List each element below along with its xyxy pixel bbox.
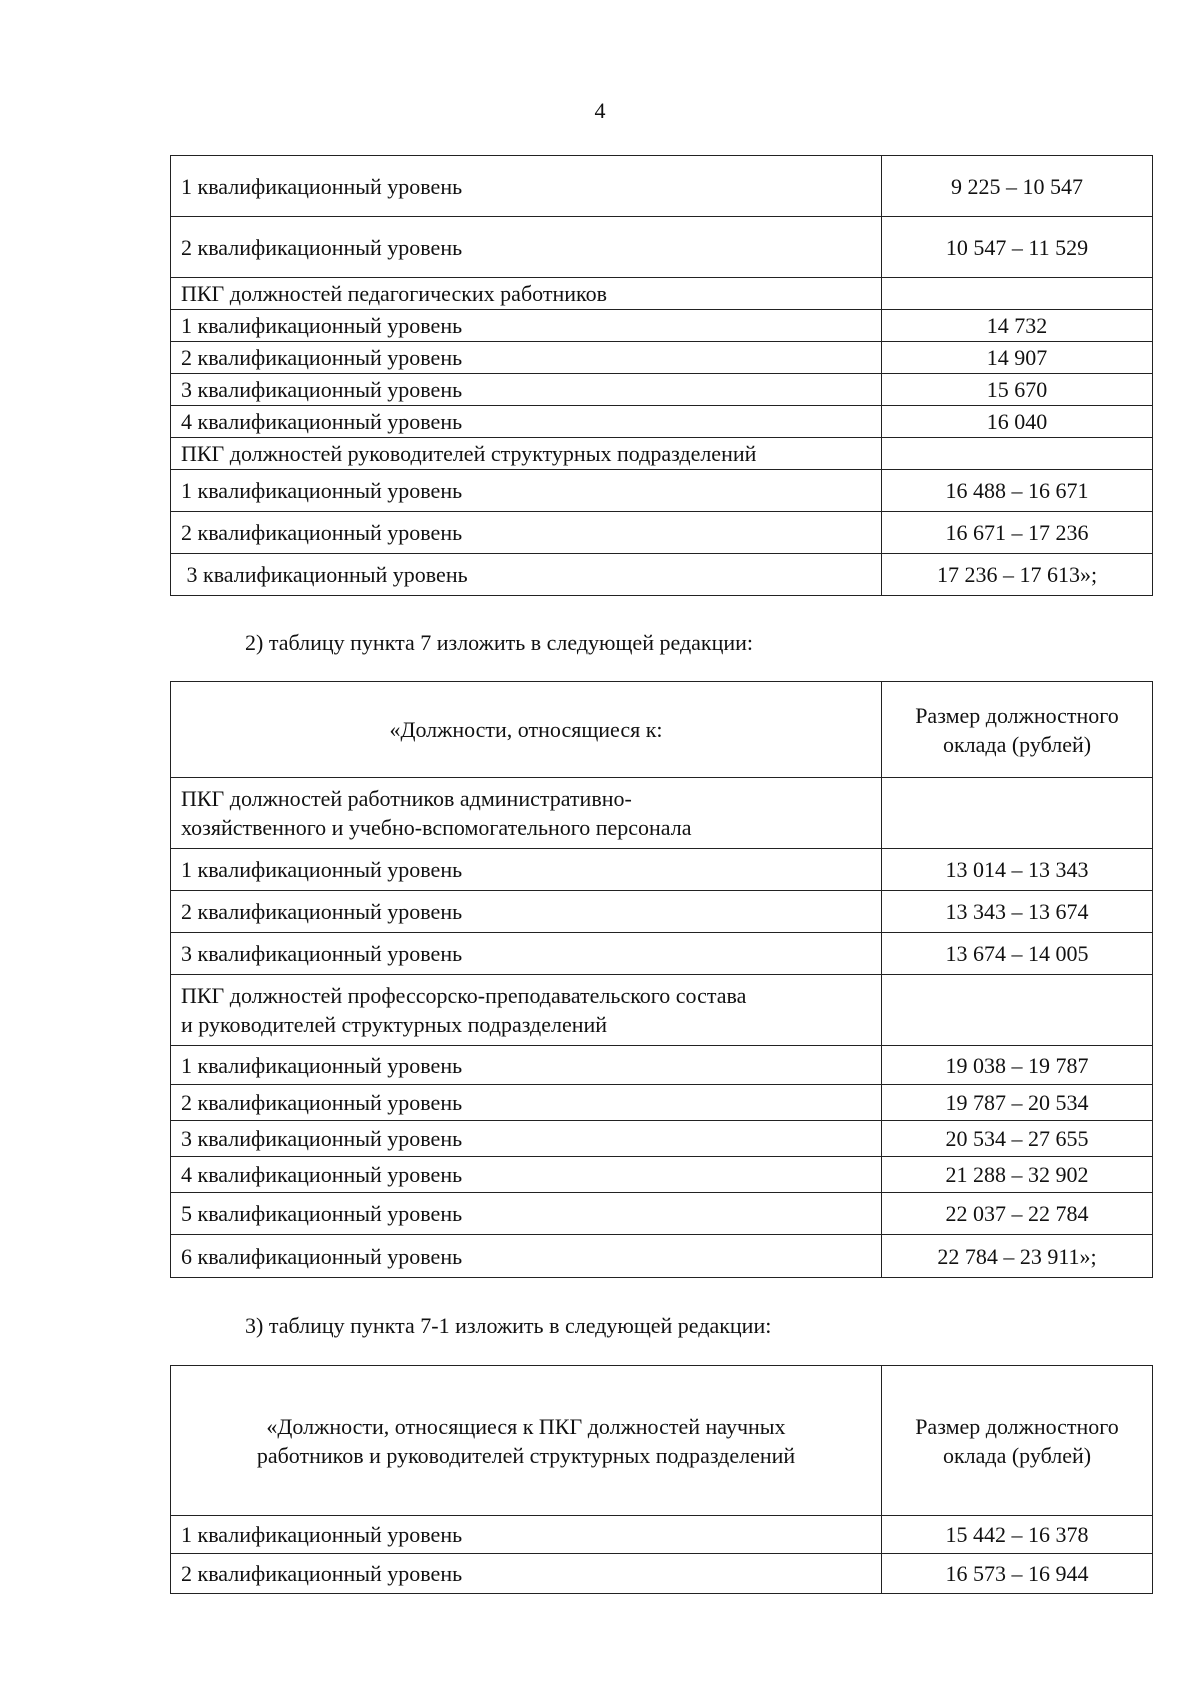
table-row [171, 1157, 1153, 1193]
position-cell: 5 квалификационный уровень [171, 1193, 882, 1235]
position-cell: 3 квалификационный уровень [171, 554, 882, 596]
column-header-salary [882, 1366, 1153, 1516]
salary-cell: 13 014 – 13 343 [882, 849, 1153, 891]
salary-cell: 15 442 – 16 378 [882, 1516, 1153, 1554]
salary-cell: 22 037 – 22 784 [882, 1193, 1153, 1235]
position-cell: 1 квалификационный уровень [171, 470, 882, 512]
position-cell: 1 квалификационный уровень [171, 1516, 882, 1554]
column-header-positions: «Должности, относящиеся к: [171, 682, 882, 778]
position-cell: 2 квалификационный уровень [171, 1085, 882, 1121]
salary-cell [882, 278, 1153, 310]
position-cell: 6 квалификационный уровень [171, 1235, 882, 1278]
position-cell: 3 квалификационный уровень [171, 374, 882, 406]
salary-cell: 17 236 – 17 613»; [882, 554, 1153, 596]
salary-cell: 10 547 – 11 529 [882, 217, 1153, 278]
header-line: работников и руководителей структурных подразделений [256, 1442, 796, 1468]
position-cell: 1 квалификационный уровень [171, 156, 882, 217]
table-row [171, 310, 1153, 342]
salary-table-1 [170, 155, 1153, 596]
salary-cell [882, 438, 1153, 470]
position-cell: 2 квалификационный уровень [171, 217, 882, 278]
table-row [171, 342, 1153, 374]
salary-cell: 19 038 – 19 787 [882, 1046, 1153, 1085]
table-row [171, 1085, 1153, 1121]
header-line: оклада (рублей) [942, 1442, 1092, 1468]
header-line: Размер должностного [915, 1413, 1119, 1439]
table-row [171, 1121, 1153, 1157]
table-row [171, 217, 1153, 278]
salary-cell: 16 488 – 16 671 [882, 470, 1153, 512]
table-row [171, 1046, 1153, 1085]
column-header-positions [171, 1366, 882, 1516]
table-header-row [171, 1366, 1153, 1516]
position-cell: 3 квалификационный уровень [171, 1121, 882, 1157]
salary-cell: 16 040 [882, 406, 1153, 438]
position-cell: 1 квалификационный уровень [171, 849, 882, 891]
salary-table-2 [170, 681, 1153, 1278]
position-cell: 4 квалификационный уровень [171, 1157, 882, 1193]
salary-cell: 21 288 – 32 902 [882, 1157, 1153, 1193]
page-number: 4 [594, 98, 606, 123]
table-row [171, 891, 1153, 933]
table-header-row [171, 682, 1153, 778]
salary-cell: 16 671 – 17 236 [882, 512, 1153, 554]
table-row [171, 778, 1153, 849]
salary-cell: 9 225 – 10 547 [882, 156, 1153, 217]
salary-cell: 22 784 – 23 911»; [882, 1235, 1153, 1278]
group-header-line: ПКГ должностей работников административно- [181, 786, 632, 811]
salary-cell: 19 787 – 20 534 [882, 1085, 1153, 1121]
salary-cell: 20 534 – 27 655 [882, 1121, 1153, 1157]
group-header-line: и руководителей структурных подразделений [181, 1012, 608, 1037]
position-cell: 2 квалификационный уровень [171, 1554, 882, 1594]
position-cell: 1 квалификационный уровень [171, 1046, 882, 1085]
table-row [171, 374, 1153, 406]
table-row [171, 512, 1153, 554]
position-cell: 2 квалификационный уровень [171, 891, 882, 933]
salary-cell: 15 670 [882, 374, 1153, 406]
column-header-salary [882, 682, 1153, 778]
salary-cell: 14 732 [882, 310, 1153, 342]
salary-cell [882, 975, 1153, 1046]
group-header-cell: ПКГ должностей руководителей структурных подразделений [171, 438, 882, 470]
table-row [171, 406, 1153, 438]
group-header-cell [171, 975, 882, 1046]
position-cell: 4 квалификационный уровень [171, 406, 882, 438]
table-row [171, 1516, 1153, 1554]
table-row [171, 554, 1153, 596]
table-row [171, 933, 1153, 975]
table-row [171, 470, 1153, 512]
paragraph-item-2: 2) таблицу пункта 7 изложить в следующей редакции: [245, 630, 754, 655]
header-line: Размер должностного [915, 702, 1119, 728]
position-cell: 2 квалификационный уровень [171, 342, 882, 374]
group-header-line: хозяйственного и учебно-вспомогательного персонала [181, 815, 692, 840]
salary-cell: 13 674 – 14 005 [882, 933, 1153, 975]
paragraph-item-3: 3) таблицу пункта 7-1 изложить в следующей редакции: [245, 1313, 772, 1338]
salary-cell: 16 573 – 16 944 [882, 1554, 1153, 1594]
table-row [171, 849, 1153, 891]
header-line: оклада (рублей) [942, 731, 1092, 757]
group-header-line: ПКГ должностей профессорско-преподавательского состава [181, 983, 747, 1008]
salary-table-3 [170, 1365, 1153, 1594]
position-cell: 3 квалификационный уровень [171, 933, 882, 975]
table-row [171, 1193, 1153, 1235]
salary-cell [882, 778, 1153, 849]
group-header-cell: ПКГ должностей педагогических работников [171, 278, 882, 310]
header-line: «Должности, относящиеся к ПКГ должностей научных [266, 1413, 786, 1439]
table-row [171, 278, 1153, 310]
table-row [171, 975, 1153, 1046]
table-row [171, 438, 1153, 470]
position-cell: 2 квалификационный уровень [171, 512, 882, 554]
salary-cell: 14 907 [882, 342, 1153, 374]
table-row [171, 1554, 1153, 1594]
group-header-cell [171, 778, 882, 849]
table-row [171, 1235, 1153, 1278]
salary-cell: 13 343 – 13 674 [882, 891, 1153, 933]
table-row [171, 156, 1153, 217]
position-cell: 1 квалификационный уровень [171, 310, 882, 342]
